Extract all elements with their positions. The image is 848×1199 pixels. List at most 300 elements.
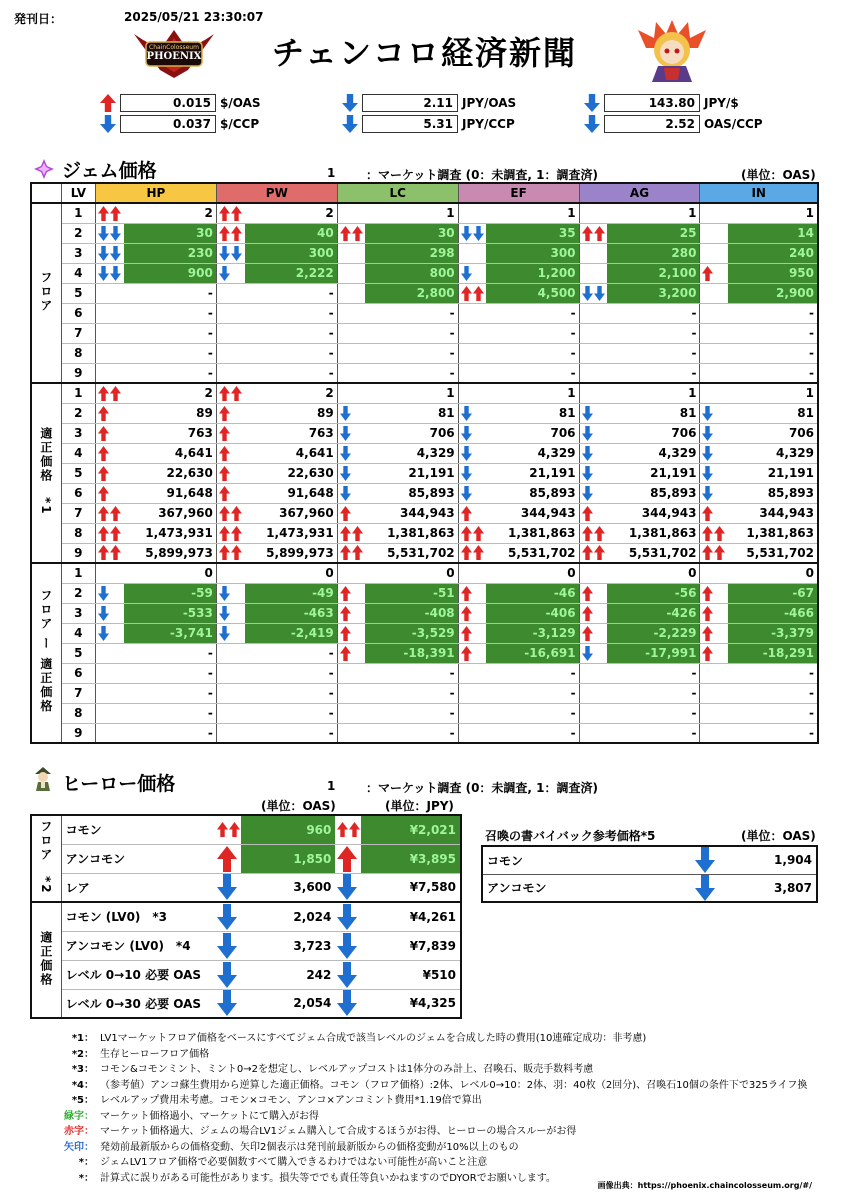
trend-cell xyxy=(458,383,486,403)
table-row xyxy=(31,323,818,343)
price-cell: - xyxy=(607,683,700,703)
price-cell: - xyxy=(728,363,818,383)
trend-cell xyxy=(700,703,728,723)
column-header-in: IN xyxy=(700,183,818,203)
price-cell: - xyxy=(365,723,458,743)
up-arrow-icon xyxy=(98,406,109,421)
level-cell: 2 xyxy=(61,583,95,603)
trend-cell xyxy=(216,323,244,343)
trend-cell xyxy=(335,844,361,873)
jpy-price: ¥7,839 xyxy=(361,931,461,960)
trend-cell xyxy=(700,543,728,563)
trend-cell xyxy=(458,323,486,343)
corner-cell xyxy=(31,183,61,203)
down-arrow-icon xyxy=(342,94,358,112)
price-cell: -3,129 xyxy=(486,623,579,643)
trend-cell xyxy=(458,403,486,423)
trend-cell xyxy=(337,483,365,503)
down-arrow-icon xyxy=(594,286,605,301)
up-arrow-icon xyxy=(219,466,230,481)
down-arrow-icon xyxy=(461,226,472,241)
trend-cell xyxy=(215,844,241,873)
price-cell: - xyxy=(486,303,579,323)
jpy-price: ¥4,325 xyxy=(361,989,461,1018)
trend-cell xyxy=(337,623,365,643)
up-arrow-icon xyxy=(219,486,230,501)
price-cell: 0 xyxy=(728,563,818,583)
hero-section-title: ヒーロー価格 xyxy=(62,773,176,795)
hero-row xyxy=(31,989,461,1018)
price-cell: 89 xyxy=(245,403,338,423)
footnote-key: *1： xyxy=(71,1033,94,1044)
price-cell: 4,329 xyxy=(607,443,700,463)
trend-cell xyxy=(216,363,244,383)
price-cell: - xyxy=(728,343,818,363)
level-cell: 2 xyxy=(61,403,95,423)
group-label-text: フロア xyxy=(38,270,53,313)
down-arrow-icon xyxy=(110,226,121,241)
trend-cell xyxy=(693,874,723,902)
down-arrow-icon xyxy=(337,874,357,900)
up-arrow-icon xyxy=(100,94,116,112)
trend-cell xyxy=(95,703,123,723)
level-cell: 3 xyxy=(61,603,95,623)
trend-cell xyxy=(216,563,244,583)
trend-cell xyxy=(95,643,123,663)
price-cell: - xyxy=(728,323,818,343)
price-cell: 21,191 xyxy=(607,463,700,483)
up-arrow-icon xyxy=(98,466,109,481)
down-arrow-icon xyxy=(582,286,593,301)
down-arrow-icon xyxy=(110,246,121,261)
level-cell: 7 xyxy=(61,323,95,343)
up-arrow-icon xyxy=(231,206,242,221)
price-cell: - xyxy=(607,723,700,743)
trend-cell xyxy=(700,243,728,263)
level-cell: 6 xyxy=(61,483,95,503)
trend-cell xyxy=(337,383,365,403)
page-title: チェンコロ経済新聞 xyxy=(272,34,578,72)
price-cell: -406 xyxy=(486,603,579,623)
level-cell: 1 xyxy=(61,203,95,223)
hero-name: レベル 0→30 必要 OAS xyxy=(61,989,215,1018)
up-arrow-icon xyxy=(473,526,484,541)
price-cell: 21,191 xyxy=(365,463,458,483)
price-cell: - xyxy=(365,303,458,323)
price-cell: 0 xyxy=(607,563,700,583)
footnote-key: *4： xyxy=(71,1079,94,1091)
down-arrow-icon xyxy=(702,466,713,481)
up-arrow-icon xyxy=(231,526,242,541)
down-arrow-icon xyxy=(702,406,713,421)
trend-cell xyxy=(335,815,361,844)
footnote-key: 赤字： xyxy=(64,1126,94,1137)
price-cell: - xyxy=(124,683,217,703)
up-arrow-icon xyxy=(219,426,230,441)
trend-cell xyxy=(216,723,244,743)
level-cell: 5 xyxy=(61,463,95,483)
level-cell: 9 xyxy=(61,723,95,743)
level-cell: 7 xyxy=(61,683,95,703)
down-arrow-icon xyxy=(461,406,472,421)
up-arrow-icon xyxy=(231,506,242,521)
price-cell: 1 xyxy=(365,383,458,403)
table-row xyxy=(31,483,818,503)
jpy-price: ¥7,580 xyxy=(361,873,461,902)
up-arrow-icon xyxy=(594,526,605,541)
price-cell: 21,191 xyxy=(728,463,818,483)
jpy-price: ¥3,895 xyxy=(361,844,461,873)
trend-cell xyxy=(700,523,728,543)
table-row xyxy=(31,703,818,723)
trend-cell xyxy=(700,483,728,503)
price-cell: -2,229 xyxy=(607,623,700,643)
trend-cell xyxy=(95,563,123,583)
price-cell: - xyxy=(728,663,818,683)
up-arrow-icon xyxy=(702,626,713,641)
price-cell: - xyxy=(365,703,458,723)
phoenix-logo xyxy=(130,26,218,80)
trend-cell xyxy=(458,563,486,583)
price-cell: 3,200 xyxy=(607,283,700,303)
trend-cell xyxy=(579,263,607,283)
trend-cell xyxy=(216,303,244,323)
price-cell: 2,100 xyxy=(607,263,700,283)
price-cell: -3,741 xyxy=(124,623,217,643)
down-arrow-icon xyxy=(219,246,230,261)
price-cell: 21,191 xyxy=(486,463,579,483)
down-arrow-icon xyxy=(582,406,593,421)
price-cell: - xyxy=(728,723,818,743)
trend-cell xyxy=(337,703,365,723)
trend-cell xyxy=(700,343,728,363)
up-arrow-icon xyxy=(702,646,713,661)
down-arrow-icon xyxy=(219,266,230,281)
trend-cell xyxy=(216,263,244,283)
down-arrow-icon xyxy=(702,426,713,441)
trend-cell xyxy=(700,603,728,623)
trend-cell xyxy=(579,203,607,223)
table-row xyxy=(31,643,818,663)
footnote-text: ジェムLV1フロア価格で必要個数すべて購入できるわけではない可能性が高いこと注意 xyxy=(100,1157,488,1168)
price-cell: - xyxy=(245,723,338,743)
price-cell: - xyxy=(607,303,700,323)
footnote-key: *2： xyxy=(71,1048,94,1060)
table-row xyxy=(31,463,818,483)
trend-cell xyxy=(335,989,361,1018)
price-cell: 85,893 xyxy=(607,483,700,503)
rate-value: 2.52 xyxy=(604,115,700,133)
trend-cell xyxy=(458,503,486,523)
up-arrow-icon xyxy=(461,545,472,560)
footnote-text: 発効前最新版からの価格変動、矢印2個表示は発刊前最新版からの価格変動が10%以上のもの xyxy=(100,1141,519,1153)
up-arrow-icon xyxy=(352,526,363,541)
trend-cell xyxy=(337,503,365,523)
down-arrow-icon xyxy=(337,904,357,930)
price-cell: -2,419 xyxy=(245,623,338,643)
rate-unit: $/CCP xyxy=(220,117,260,131)
up-arrow-icon xyxy=(231,386,242,401)
price-cell: 344,943 xyxy=(607,503,700,523)
price-cell: - xyxy=(245,363,338,383)
down-arrow-icon xyxy=(217,962,237,988)
price-cell: 5,531,702 xyxy=(365,543,458,563)
trend-cell xyxy=(579,503,607,523)
gem-survey-note: ：マーケット調査 (0：未調査, 1：調査済) xyxy=(366,168,598,182)
price-cell: -17,991 xyxy=(607,643,700,663)
trend-cell xyxy=(95,463,123,483)
table-row xyxy=(31,663,818,683)
trend-cell xyxy=(458,203,486,223)
trend-cell xyxy=(215,873,241,902)
trend-cell xyxy=(216,503,244,523)
buyback-name: コモン xyxy=(482,846,693,874)
column-header-pw: PW xyxy=(216,183,337,203)
trend-cell xyxy=(579,643,607,663)
down-arrow-icon xyxy=(340,426,351,441)
up-arrow-icon xyxy=(110,386,121,401)
price-cell: 1 xyxy=(486,383,579,403)
down-arrow-icon xyxy=(100,115,116,133)
price-cell: -463 xyxy=(245,603,338,623)
trend-cell xyxy=(579,423,607,443)
trend-cell xyxy=(458,263,486,283)
group-label xyxy=(31,815,61,902)
price-cell: 1,473,931 xyxy=(124,523,217,543)
price-cell: -3,529 xyxy=(365,623,458,643)
trend-cell xyxy=(95,523,123,543)
footnote-text: 生存ヒーローフロア価格 xyxy=(100,1048,210,1060)
buyback-name: アンコモン xyxy=(482,874,693,902)
price-cell: 344,943 xyxy=(365,503,458,523)
trend-cell xyxy=(337,363,365,383)
trend-cell xyxy=(337,423,365,443)
trend-cell xyxy=(700,563,728,583)
hero-row xyxy=(31,960,461,989)
trend-cell xyxy=(579,583,607,603)
down-arrow-icon xyxy=(340,406,351,421)
price-cell: -533 xyxy=(124,603,217,623)
table-row xyxy=(31,683,818,703)
up-arrow-icon xyxy=(461,646,472,661)
price-cell: - xyxy=(728,303,818,323)
price-cell: 85,893 xyxy=(728,483,818,503)
down-arrow-icon xyxy=(461,486,472,501)
trend-cell xyxy=(216,223,244,243)
trend-cell xyxy=(579,703,607,723)
price-cell: -16,691 xyxy=(486,643,579,663)
up-arrow-icon xyxy=(352,545,363,560)
footnote-text: （参考値）アンコ蘇生費用から逆算した適正価格。コモン（フロア価格）:2体、レベル0→10：2体、羽：40枚（2回分)、召喚石10個の条件下で325ライフ換 xyxy=(100,1079,808,1091)
price-cell: 4,641 xyxy=(124,443,217,463)
up-arrow-icon xyxy=(231,226,242,241)
rate-value: 5.31 xyxy=(362,115,458,133)
trend-cell xyxy=(337,223,365,243)
footnote xyxy=(58,1155,807,1171)
price-cell: -46 xyxy=(486,583,579,603)
price-cell: -3,379 xyxy=(728,623,818,643)
down-arrow-icon xyxy=(110,266,121,281)
table-row xyxy=(31,723,818,743)
hero-name: レベル 0→10 必要 OAS xyxy=(61,960,215,989)
up-arrow-icon xyxy=(110,506,121,521)
up-arrow-icon xyxy=(217,846,237,872)
trend-cell xyxy=(458,523,486,543)
trend-cell xyxy=(579,463,607,483)
up-arrow-icon xyxy=(461,606,472,621)
trend-cell xyxy=(95,343,123,363)
price-cell: - xyxy=(486,343,579,363)
trend-cell xyxy=(216,483,244,503)
hero-name: コモン xyxy=(61,815,215,844)
up-arrow-icon xyxy=(110,206,121,221)
gem-survey-value: 1 xyxy=(327,166,336,180)
price-cell: - xyxy=(245,303,338,323)
level-cell: 4 xyxy=(61,443,95,463)
buyback-table xyxy=(481,845,818,903)
trend-cell xyxy=(216,443,244,463)
gem-section-title: ジェム価格 xyxy=(62,160,157,182)
trend-cell xyxy=(458,663,486,683)
price-cell: - xyxy=(124,663,217,683)
table-row xyxy=(31,343,818,363)
up-arrow-icon xyxy=(582,226,593,241)
price-cell: 4,329 xyxy=(365,443,458,463)
trend-cell xyxy=(700,323,728,343)
oas-price: 2,024 xyxy=(241,902,335,931)
trend-cell xyxy=(700,583,728,603)
up-arrow-icon xyxy=(219,545,230,560)
rate-value: 0.037 xyxy=(120,115,216,133)
trend-cell xyxy=(337,523,365,543)
buyback-value: 3,807 xyxy=(723,874,817,902)
trend-cell xyxy=(700,223,728,243)
hero-survey-note: ：マーケット調査 (0：未調査, 1：調査済) xyxy=(366,781,598,795)
price-cell: - xyxy=(486,363,579,383)
oas-price: 960 xyxy=(241,815,335,844)
down-arrow-icon xyxy=(695,875,715,901)
trend-cell xyxy=(700,443,728,463)
price-cell: 85,893 xyxy=(486,483,579,503)
trend-cell xyxy=(458,483,486,503)
trend-cell xyxy=(458,683,486,703)
trend-cell xyxy=(458,303,486,323)
up-arrow-icon xyxy=(98,486,109,501)
up-arrow-icon xyxy=(340,526,351,541)
trend-cell xyxy=(95,203,123,223)
oas-price: 1,850 xyxy=(241,844,335,873)
price-cell: -51 xyxy=(365,583,458,603)
up-arrow-icon xyxy=(340,646,351,661)
price-cell: - xyxy=(124,363,217,383)
up-arrow-icon xyxy=(461,286,472,301)
rate-unit: OAS/CCP xyxy=(704,117,763,131)
trend-cell xyxy=(216,683,244,703)
down-arrow-icon xyxy=(337,962,357,988)
trend-cell xyxy=(458,583,486,603)
down-arrow-icon xyxy=(231,246,242,261)
down-arrow-icon xyxy=(217,874,237,900)
trend-cell xyxy=(700,423,728,443)
price-cell: 1,381,863 xyxy=(607,523,700,543)
trend-cell xyxy=(95,723,123,743)
footnote-key: *： xyxy=(78,1172,94,1184)
price-cell: - xyxy=(245,643,338,663)
up-arrow-icon xyxy=(714,545,725,560)
price-cell: -56 xyxy=(607,583,700,603)
column-header-lc: LC xyxy=(337,183,458,203)
trend-cell xyxy=(458,643,486,663)
trend-cell xyxy=(579,603,607,623)
down-arrow-icon xyxy=(340,466,351,481)
price-cell: 4,500 xyxy=(486,283,579,303)
price-cell: 22,630 xyxy=(124,463,217,483)
up-arrow-icon xyxy=(702,526,713,541)
price-cell: 950 xyxy=(728,263,818,283)
price-cell: - xyxy=(486,683,579,703)
trend-cell xyxy=(579,303,607,323)
trend-cell xyxy=(216,403,244,423)
up-arrow-icon xyxy=(219,206,230,221)
table-row xyxy=(31,383,818,403)
price-cell: - xyxy=(728,703,818,723)
trend-cell xyxy=(95,323,123,343)
trend-cell xyxy=(95,383,123,403)
rate-value: 143.80 xyxy=(604,94,700,112)
trend-cell xyxy=(700,363,728,383)
issue-date: 2025/05/21 23:30:07 xyxy=(124,10,264,24)
trend-cell xyxy=(700,463,728,483)
price-cell: - xyxy=(124,643,217,663)
trend-cell xyxy=(700,623,728,643)
logo-text: PHOENIX xyxy=(146,51,202,62)
table-row xyxy=(31,603,818,623)
gem-price-table xyxy=(30,182,819,744)
level-cell: 8 xyxy=(61,343,95,363)
trend-cell xyxy=(579,483,607,503)
character-mascot xyxy=(636,18,708,84)
hero-name: レア xyxy=(61,873,215,902)
price-cell: 81 xyxy=(365,403,458,423)
up-arrow-icon xyxy=(98,506,109,521)
trend-cell xyxy=(700,663,728,683)
trend-cell xyxy=(215,902,241,931)
table-row xyxy=(31,443,818,463)
footnote xyxy=(58,1078,807,1094)
table-row xyxy=(31,563,818,583)
down-arrow-icon xyxy=(582,486,593,501)
level-cell: 1 xyxy=(61,563,95,583)
trend-cell xyxy=(700,683,728,703)
trend-cell xyxy=(700,203,728,223)
price-cell: 5,899,973 xyxy=(124,543,217,563)
level-cell: 5 xyxy=(61,283,95,303)
down-arrow-icon xyxy=(98,246,109,261)
table-row xyxy=(31,303,818,323)
trend-cell xyxy=(335,902,361,931)
price-cell: 1 xyxy=(607,383,700,403)
down-arrow-icon xyxy=(342,94,358,112)
issue-label: 発刊日： xyxy=(14,12,63,26)
footnote-text: 計算式に誤りがある可能性があります。損失等ででも責任等負いかねますのでDYORでお願いします。 xyxy=(100,1172,556,1184)
buyback-row xyxy=(482,874,817,902)
table-row xyxy=(31,263,818,283)
down-arrow-icon xyxy=(98,626,109,641)
up-arrow-icon xyxy=(219,226,230,241)
trend-cell xyxy=(337,343,365,363)
group-label-text: 適正価格 *1 xyxy=(38,427,53,516)
trend-cell xyxy=(458,423,486,443)
